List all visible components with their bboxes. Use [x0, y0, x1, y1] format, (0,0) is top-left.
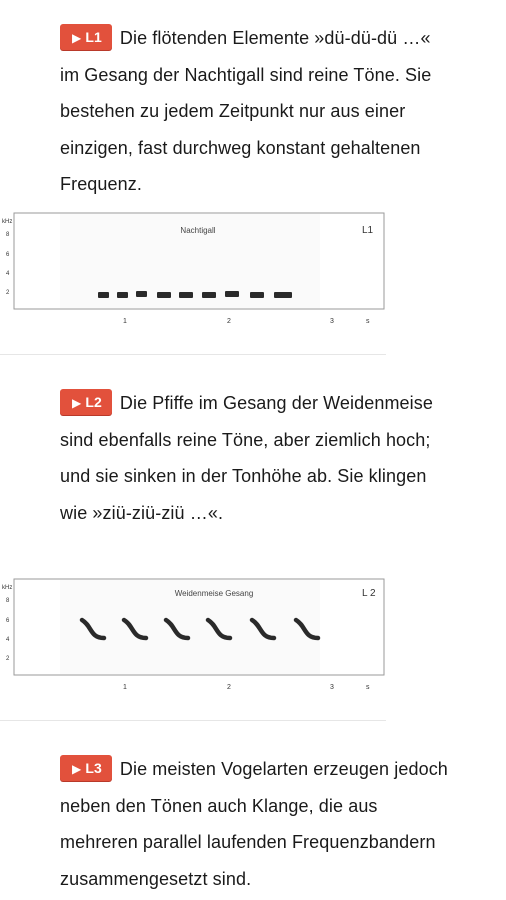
paragraph-text: Die flötenden Elemente »dü-dü-dü …« im Gesang der Nachtigall sind reine Töne. Sie bestehen zu jedem Zeitpunkt nur aus einer einzigen, fast durchweg konstant gehaltenen Frequenz. [60, 28, 432, 194]
y-tick: 6 [6, 618, 10, 624]
section-divider [0, 354, 386, 355]
play-icon: ▶ [72, 762, 82, 776]
play-button-l3[interactable]: ▶ L3 [60, 755, 112, 781]
y-tick: 6 [6, 252, 10, 258]
spectrogram-tag: L 2 [362, 588, 376, 599]
spectrogram-tag: L1 [362, 225, 374, 236]
spectrogram-weidenmeise [0, 578, 386, 698]
paragraph-l3 [60, 751, 450, 897]
section-divider [0, 720, 386, 721]
spectrogram-title: Nachtigall [180, 226, 216, 235]
spectrogram-nachtigall [0, 212, 386, 332]
play-icon: ▶ [72, 396, 82, 410]
x-tick: 2 [227, 684, 231, 691]
spectrogram-title: Weidenmeise Gesang [174, 589, 254, 598]
x-tick: 1 [123, 318, 127, 325]
y-unit-label: kHz [2, 219, 13, 225]
y-tick: 4 [6, 271, 10, 277]
x-tick: 1 [123, 684, 127, 691]
x-tick: 3 [330, 318, 334, 325]
play-button-l2[interactable]: ▶ L2 [60, 389, 112, 415]
x-unit: s [366, 684, 370, 691]
paragraph-text: Die Pfiffe im Gesang der Weidenmeise sind ebenfalls reine Töne, aber ziemlich hoch; und sie sinken in der Tonhöhe ab. Sie klingen wie »ziü-ziü-ziü …«. [60, 393, 433, 523]
y-tick: 2 [6, 290, 10, 296]
paragraph-text: Die meisten Vogelarten erzeugen jedoch neben den Tönen auch Klange, die aus mehreren parallel laufenden Frequenzbandern zusammengesetzt sind. [60, 759, 448, 889]
play-icon: ▶ [72, 31, 82, 45]
y-tick: 2 [6, 656, 10, 662]
y-tick: 8 [6, 232, 10, 238]
x-tick: 2 [227, 318, 231, 325]
play-button-l1[interactable]: ▶ L1 [60, 24, 112, 50]
paragraph-l1 [60, 20, 450, 203]
y-tick: 8 [6, 598, 10, 604]
y-unit-label: kHz [2, 585, 13, 591]
y-tick: 4 [6, 637, 10, 643]
x-tick: 3 [330, 684, 334, 691]
x-unit: s [366, 318, 370, 325]
paragraph-l2 [60, 385, 450, 531]
